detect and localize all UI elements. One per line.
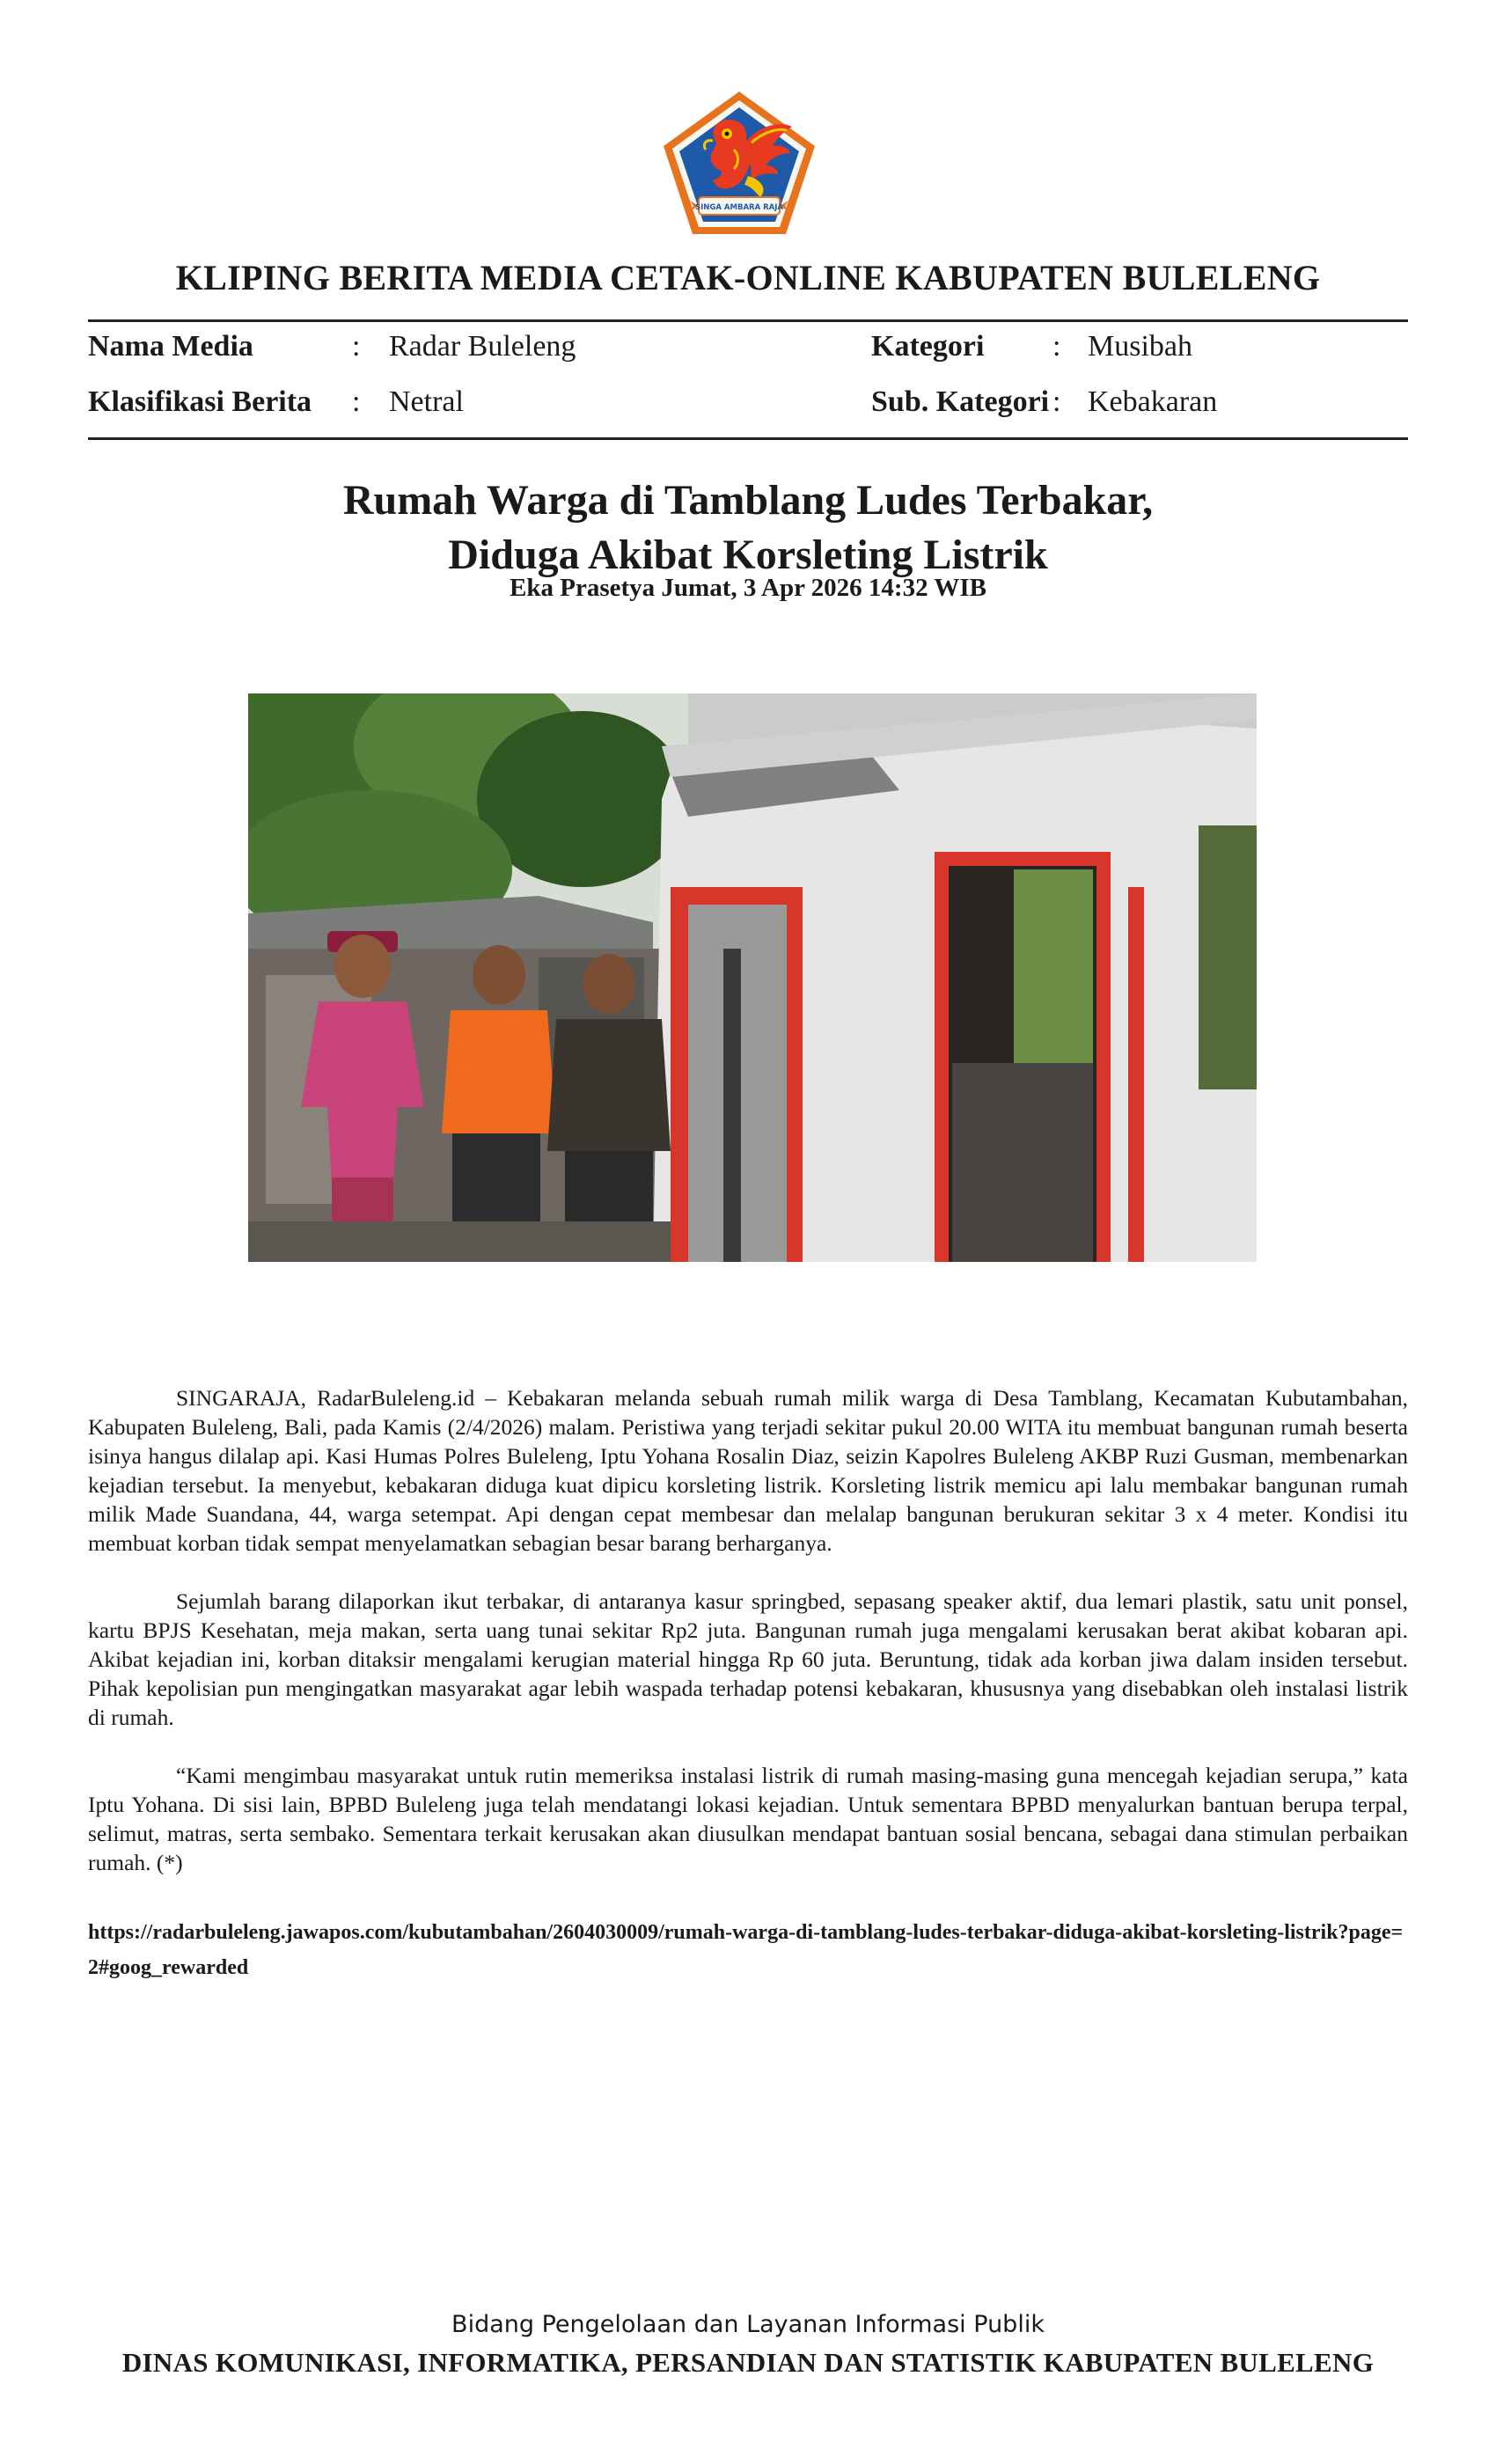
buleleng-regency-emblem: [660, 88, 818, 238]
news-classification-colon: :: [352, 385, 361, 418]
article-headline: [0, 473, 1496, 583]
media-name-value: Radar Buleleng: [389, 330, 576, 363]
subcategory-value: Kebakaran: [1088, 385, 1218, 418]
article-byline: Eka Prasetya Jumat, 3 Apr 2026 14:32 WIB: [510, 574, 986, 602]
clipping-header-title: KLIPING BERITA MEDIA CETAK-ONLINE KABUPATEN BULELENG: [175, 258, 1321, 297]
article-paragraph-1: SINGARAJA, RadarBuleleng.id – Kebakaran melanda sebuah rumah milik warga di Desa Tamblang, Kecamatan Kubutambahan, Kabupaten Buleleng, Bali, pada Kamis (2/4/2026) malam. Peristiwa yang terjadi sekitar pukul 20.00 WITA itu membuat bangunan rumah beserta isinya hangus dilalap api. Kasi Humas Polres Buleleng, Iptu Yohana Rosalin Diaz, seizin Kapolres Buleleng AKBP Ruzi Gusman, membenarkan kejadian tersebut. Ia menyebut, kebakaran diduga kuat dipicu korsleting listrik. Korsleting listrik memicu api lalu membakar bangunan rumah milik Made Suandana, 44, warga setempat. Api dengan cepat membesar dan melalap bangunan berukuran sekitar 3 x 4 meter. Kondisi itu membuat korban tidak sempat menyelamatkan sebagian besar barang berharganya.: [88, 1385, 1408, 1556]
article-paragraph-2: Sejumlah barang dilaporkan ikut terbakar, di antaranya kasur springbed, sepasang speaker aktif, dua lemari plastik, satu unit ponsel, kartu BPJS Kesehatan, meja makan, serta uang tunai sekitar Rp2 juta. Bangunan rumah juga mengalami kerusakan berat akibat kobaran api. Akibat kejadian ini, korban ditaksir mengalami kerugian material hingga Rp 60 juta. Beruntung, tidak ada korban jiwa dalam insiden tersebut. Pihak kepolisian pun mengingatkan masyarakat agar lebih waspada terhadap potensi kebakaran, khususnya yang disebabkan oleh instalasi listrik di rumah.: [88, 1588, 1408, 1730]
media-name-colon: :: [352, 330, 361, 363]
source-link[interactable]: https://radarbuleleng.jawapos.com/kubutambahan/2604030009/rumah-warga-di-tamblang-ludes-terbakar-diduga-akibat-korsleting-listrik?page=2#goog_rewarded: [88, 1921, 1404, 1979]
category-label: Kategori: [871, 330, 985, 363]
article-paragraph-3: “Kami mengimbau masyarakat untuk rutin memeriksa instalasi listrik di rumah masing-masing guna mencegah kejadian serupa,” kata Iptu Yohana. Di sisi lain, BPBD Buleleng juga telah mendatangi lokasi kejadian. Untuk sementara BPBD menyalurkan bantuan berupa terpal, selimut, matras, serta sembako. Sementara terkait kerusakan akan diusulkan mendapat bantuan sosial bencana, sebagai dana stimulan perbaikan rumah. (*): [88, 1763, 1408, 1875]
top-divider: [88, 319, 1408, 322]
footer-department: Bidang Pengelolaan dan Layanan Informasi Publik: [451, 2311, 1045, 2338]
category-colon: :: [1052, 330, 1061, 363]
emblem-graphic: [660, 88, 818, 238]
burnt-house-photo: [248, 693, 1257, 1262]
article-body: [88, 1383, 1408, 1906]
category-value: Musibah: [1088, 330, 1192, 363]
headline-line-1: Rumah Warga di Tamblang Ludes Terbakar,: [342, 477, 1154, 524]
subcategory-colon: :: [1052, 385, 1061, 418]
media-name-label: Nama Media: [88, 330, 253, 363]
subcategory-label: Sub. Kategori: [871, 385, 1050, 418]
news-classification-value: Netral: [389, 385, 464, 418]
headline-line-2: Diduga Akibat Korsleting Listrik: [448, 532, 1048, 578]
meta-bottom-divider: [88, 437, 1408, 440]
article-photo: [248, 693, 1257, 1262]
emblem-motto: SINGA AMBARA RAJA: [695, 203, 783, 212]
footer-agency: DINAS KOMUNIKASI, INFORMATIKA, PERSANDIAN DAN STATISTIK KABUPATEN BULELENG: [121, 2347, 1375, 2378]
news-classification-label: Klasifikasi Berita: [88, 385, 312, 418]
